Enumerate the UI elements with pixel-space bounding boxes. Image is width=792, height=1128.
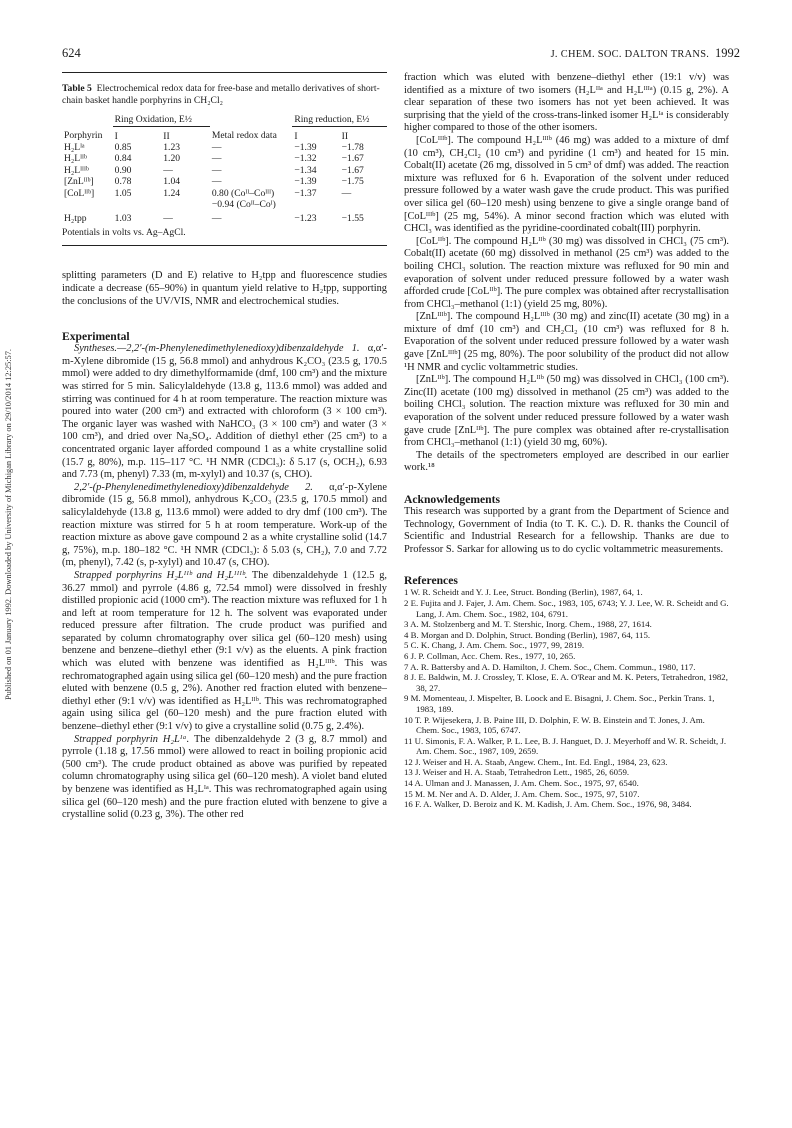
cell-metal: — xyxy=(211,142,222,153)
reference-item: 13 J. Weiser and H. A. Staab, Tetrahedron Lett., 1985, 26, 6059. xyxy=(404,767,630,778)
cell-red-i: −1.39 xyxy=(294,176,317,188)
journal-name: J. CHEM. SOC. DALTON TRANS. xyxy=(550,49,710,60)
reference-item: 11 U. Simonis, F. A. Walker, P. L. Lee, B. J. Hanguet, D. J. Meyerhoff and W. R. Scheidt, J. Am. Chem. Soc., 1987, 109, 2659. xyxy=(404,735,727,757)
cell-red-ii: −1.67 xyxy=(341,153,364,165)
synthesis-3-title: Strapped porphyrins H₂Lᴵᴵᵇ and H₂Lᴵᴵᴵᵇ. xyxy=(74,569,248,581)
redox-table xyxy=(62,110,387,225)
reference-item: 5 C. K. Chang, J. Am. Chem. Soc., 1977, 99, 2819. xyxy=(404,640,585,651)
reference-item: 9 M. Momenteau, J. Mispelter, B. Loock and E. Bisagni, J. Chem. Soc., Perkin Trans. 1, 1983, 189. xyxy=(404,693,715,714)
journal-running-head xyxy=(551,46,740,61)
table-caption-text: Electrochemical redox data for free-base and metallo derivatives of short-chain basket handle porphyrins in CH₂Cl₂ xyxy=(62,83,380,106)
table-row xyxy=(62,210,387,224)
spectrometer-paragraph: The details of the spectrometers employed are described in our earlier work.¹⁸ xyxy=(404,449,729,474)
journal-year: 1992 xyxy=(715,46,740,60)
acknowledgements-heading: Acknowledgements xyxy=(404,493,500,506)
cell-red-ii: — xyxy=(341,187,352,199)
synthesis-4-paragraph xyxy=(62,734,387,822)
right-column xyxy=(404,72,729,810)
cell-red-ii: −1.55 xyxy=(341,213,364,225)
experimental-heading: Experimental xyxy=(62,330,130,344)
cell-ox-ii: 1.23 xyxy=(163,142,181,153)
cell-red-ii xyxy=(340,199,387,210)
synthesis-4-title: Strapped porphyrin H₂Lᴵᵃ. xyxy=(74,733,190,745)
table-row xyxy=(62,176,387,187)
synthesis-3-body: The dibenzaldehyde 1 (12.5 g, 36.27 mmol) and pyrrole (4.86 g, 72.54 mmol) were dissolved in freshly distilled propionic acid (1000 cm³). The reaction mixture was refluxed for 1 h and left at room temperature for 12 h. The solvent was evaporated under reduced pressure after filtration. The crude product was purified and separated by column chromatography over silica gel (60–120 mesh) using benzene and benzene–diethyl ether (9:1 v/v) as the eluents. A pink fraction which was eluted with benzene was identified as H₂Lᴵᴵᴵᵇ. This was rechromatographed again using silica gel (60–120 mesh) and the pure fraction eluted with benzene (0.5 g, 2%). Another red fraction eluted with benzene–diethyl ether (9:1 v/v) was identified as H₂Lᴵᴵᵇ. This was rechromatographed again using silica gel (60–120 mesh) and the pure fraction eluted with benzene–diethyl ether (9:1 v/v) to give a crystalline solid (0.75 g, 2.4%). xyxy=(62,569,387,733)
cell-metal: — xyxy=(211,176,222,188)
synthesis-3-paragraph xyxy=(62,570,387,734)
col-ox-ii: II xyxy=(161,126,210,142)
cell-red-ii: −1.78 xyxy=(341,142,364,153)
download-notice-text: Published on 01 January 1992. Downloaded by University of Michigan Library on 29/10/2014 12:25:57. xyxy=(4,348,13,700)
col-red-i: I xyxy=(292,126,339,142)
cell-porphyrin: H₂Lᴵᴵᴵᵇ xyxy=(64,164,89,176)
table-bottom-rule xyxy=(62,245,387,246)
page-number: 624 xyxy=(62,46,81,60)
cell-ox-ii: — xyxy=(163,164,173,176)
cell-metal: −0.94 (Coᴵᴵ–Coᴵ) xyxy=(211,199,276,211)
cell-porphyrin: [CoLᴵᴵᵇ] xyxy=(64,187,95,199)
cell-metal: 0.80 (Coᴵᴵ–Coᴵᴵᴵ) xyxy=(211,187,275,199)
cell-ox-i: 1.05 xyxy=(114,187,132,199)
cell-metal: — xyxy=(211,213,222,225)
synthesis-2-paragraph xyxy=(62,482,387,570)
cell-ox-i: 1.03 xyxy=(114,213,132,225)
reference-item: 3 A. M. Stolzenberg and M. T. Stershic, Inorg. Chem., 1988, 27, 1614. xyxy=(404,619,652,630)
left-column xyxy=(62,72,387,822)
table-col-header xyxy=(62,126,387,142)
table-caption xyxy=(62,83,387,106)
cell-red-i: −1.34 xyxy=(294,164,317,176)
table-footnote: Potentials in volts vs. Ag–AgCl. xyxy=(62,226,186,238)
table-row xyxy=(62,142,387,153)
cell-red-i: −1.37 xyxy=(294,187,317,199)
cell-red-i: −1.32 xyxy=(294,153,317,165)
synthesis-1-title: Syntheses.—2,2′-(m-Phenylenedimethylenedioxy)dibenzaldehyde 1. xyxy=(74,343,360,355)
synthesis-2-title: 2,2′-(p-Phenylenedimethylenedioxy)dibenzaldehyde 2. xyxy=(74,481,313,493)
synthesis-2-body: α,α′-p-Xylene dibromide (15 g, 56.8 mmol), anhydrous K₂CO₃ (23.5 g, 170.5 mmol) and salicylaldehyde (13.8 g, 113.6 mmol) were added to dry dmf (100 cm³). The reaction mixture was stirred for 5 h at room temperature. Work-up of the reaction mixture as above gave compound 2 as a white crystalline solid (14.7 g, 75%), m.p. 180–182 °C. ¹H NMR (CDCl₃): δ 5.03 (s, CH₂), 7.0 and 7.72 (m, phenyl), 7.42 (s, p-xylyl) and 10.47 (s, CHO). xyxy=(62,481,387,569)
cell-porphyrin: H₂Lᴵᵃ xyxy=(64,142,85,153)
reference-item: 16 F. A. Walker, D. Beroiz and K. M. Kadish, J. Am. Chem. Soc., 1976, 98, 3484. xyxy=(404,799,692,810)
reference-item: 12 J. Weiser and H. A. Staab, Angew. Chem., Int. Ed. Engl., 1984, 23, 623. xyxy=(404,756,668,767)
cell-ox-ii: 1.20 xyxy=(163,153,181,165)
oxidation-group-label: Ring Oxidation, E½ xyxy=(114,114,192,126)
reference-item: 8 J. E. Baldwin, M. J. Crossley, T. Klose, E. A. O'Rear and M. K. Peters, Tetrahedron, 1982, 38, 27. xyxy=(404,672,728,693)
cell-ox-ii: 1.24 xyxy=(163,187,181,199)
co-complex-2-paragraph: [CoLᴵᴵᵇ]. The compound H₂Lᴵᴵᵇ (30 mg) was dissolved in CHCl₃ (75 cm³). Cobalt(II) acetate (60 mg) dissolved in methanol (25 cm³) was added to the boiling CHCl₃ solution. The reaction mixture was refluxed for 90 min and evaporation of solvent under reduced pressure followed by a water wash afforded crude [CoLᴵᴵᵇ]. The pure complex was obtained after recrystallisation from CHCl₃–methanol (1:1) (yield 25 mg, 80%). xyxy=(404,235,729,310)
reference-item: 14 A. Ulman and J. Manassen, J. Am. Chem. Soc., 1975, 97, 6540. xyxy=(404,778,639,789)
synthesis-1-body: α,α′-m-Xylene dibromide (15 g, 56.8 mmol) and anhydrous K₂CO₃ (23.5 g, 170.5 mmol) were added to dry dimethylformamide (dmf, 100 cm³) and the mixture was stirred for 5 min. Salicylaldehyde (13.8 g, 113.6 mmol) was added and stirring was continued for 4 h at room temperature. The reaction mixture was poured into water (200 cm³) and extracted with chloroform (3 × 100 cm³). The organic layer was washed with NaHCO₃ (3 × 100 cm³) and water (3 × 100 cm³), and dried over Na₂SO₄. Addition of diethyl ether (25 cm³) to a concentrated organic layer afforded compound 1 as a white crystalline solid (15.7 g, 80%), m.p. 115–117 °C. ¹H NMR (CDCl₃): δ 5.17 (s, OCH₂), 6.93 and 7.73 (m, phenyl) 7.33 (m, m-xylyl) and 10.37 (s, CHO). xyxy=(62,343,387,481)
cell-red-ii: −1.75 xyxy=(341,176,364,188)
cell-metal: — xyxy=(211,164,222,176)
reference-item: 15 M. M. Ner and A. D. Alder, J. Am. Chem. Soc., 1975, 97, 5107. xyxy=(404,788,640,799)
co-complex-1-paragraph: [CoLᴵᴵᴵᵇ]. The compound H₂Lᴵᴵᴵᵇ (46 mg) was added to a mixture of dmf (10 cm³), CH₂Cl₂ (10 cm³) and pyridine (1 cm³) and heated for 15 min. Cobalt(II) acetate (26 mg, dissolved in 5 cm³ of dmf) was added. The reaction mixture was refluxed for 6 h. Evaporation of the solvent under reduced pressure followed by a water wash gave the crude product. This was purified over silica gel (60–120 mesh) using benzene to give a single orange band of [CoLᴵᴵᴵᵇ] (25 mg, 54%). A minor second fraction which was eluted with CHCl₃ was identified as the pyridine-coordinated cobalt(III) porphyrin. xyxy=(404,134,729,235)
cell-ox-i: 0.90 xyxy=(114,164,132,176)
cell-ox-ii: 1.04 xyxy=(163,176,181,188)
cell-red-ii: −1.67 xyxy=(341,164,364,176)
table-top-rule xyxy=(62,72,387,73)
page-header xyxy=(62,46,740,62)
cell-porphyrin: [ZnLᴵᴵᵇ] xyxy=(64,176,94,188)
col-ox-i: I xyxy=(113,126,162,142)
zn-complex-1-paragraph: [ZnLᴵᴵᴵᵇ]. The compound H₂Lᴵᴵᴵᵇ (30 mg) and zinc(II) acetate (30 mg) in a mixture of dmf (10 cm³) and CH₂Cl₂ (10 cm³) was refluxed for 8 h. Evaporation of the solvent under reduced pressure followed by a water wash gave [ZnLᴵᴵᴵᵇ] (25 mg, 80%). The poor solubility of the product did not allow ¹H NMR and cyclic voltammetric studies. xyxy=(404,311,729,373)
table-row xyxy=(62,188,387,199)
reference-item: 4 B. Morgan and D. Dolphin, Struct. Bonding (Berlin), 1987, 64, 115. xyxy=(404,629,651,640)
cell-red-i: −1.39 xyxy=(294,142,317,153)
reference-item: 7 A. R. Battersby and A. D. Hamilton, J. Chem. Soc., Chem. Commun., 1980, 117. xyxy=(404,661,696,672)
cell-ox-i: 0.78 xyxy=(114,176,132,188)
synthesis-1-paragraph xyxy=(62,343,387,482)
table-row xyxy=(62,199,387,210)
reference-list xyxy=(404,587,729,809)
col-metal: Metal redox data xyxy=(211,130,277,142)
table-label: Table 5 xyxy=(62,83,92,94)
acknowledgements-text: This research was supported by a grant from the Department of Science and Technology, Government of India (to T. K. C.). D. R. thanks the Council of Scientific and Industrial Research for a fellowship. Thanks are due to Professor S. Sarkar for allowing us to do cyclic voltammetric measurements. xyxy=(404,506,729,555)
reference-item: 10 T. P. Wijesekera, J. B. Paine III, D. Dolphin, F. W. B. Einstein and T. Jones, J. Am. Chem. Soc., 1983, 105, 6747. xyxy=(404,714,705,736)
table-row xyxy=(62,153,387,164)
table-row xyxy=(62,165,387,176)
references-heading: References xyxy=(404,574,458,588)
cell-red-i xyxy=(292,199,339,210)
cell-ox-ii xyxy=(161,199,210,210)
cell-metal: — xyxy=(211,153,222,165)
cell-ox-ii: — xyxy=(163,213,173,225)
cell-ox-i xyxy=(113,199,162,210)
synthesis-4-body: The dibenzaldehyde 2 (3 g, 8.7 mmol) and pyrrole (1.18 g, 17.56 mmol) were allowed to react in boiling propionic acid (500 cm³). The crude product obtained as above was purified by repeated column chromatography using silica gel (60–120 mesh). A violet band eluted by benzene was identified as H₂Lᴵᵃ. This was rechromatographed again using silica gel (60–120 mesh) and the pure fraction eluted with benzene to give a crystalline solid (0.23 g, 3%). The other red xyxy=(62,733,388,821)
reference-item: 2 E. Fujita and J. Fajer, J. Am. Chem. Soc., 1983, 105, 6743; Y. J. Lee, W. R. Scheidt and G. Lang, J. Am. Chem. Soc., 1982, 104, 6791. xyxy=(404,597,729,619)
cell-porphyrin: H₂tpp xyxy=(64,213,87,225)
reference-item: 6 J. P. Collman, Acc. Chem. Res., 1977, 10, 265. xyxy=(404,650,576,661)
col-red-ii: II xyxy=(340,126,387,142)
col-porphyrin: Porphyrin xyxy=(64,130,103,142)
reference-item: 1 W. R. Scheidt and Y. J. Lee, Struct. Bonding (Berlin), 1987, 64, 1. xyxy=(404,587,643,598)
intro-paragraph: splitting parameters (D and E) relative to H₂tpp and fluorescence studies indicate a decrease (65–90%) in quantum yield relative to H₂tpp, supporting the conclusions of the UV/VIS, NMR and electrochemical studies. xyxy=(62,270,387,307)
reduction-group-label: Ring reduction, E½ xyxy=(294,114,370,126)
download-notice xyxy=(2,180,18,700)
cell-porphyrin xyxy=(62,199,113,210)
zn-complex-2-paragraph: [ZnLᴵᴵᵇ]. The compound H₂Lᴵᴵᵇ (50 mg) was dissolved in CHCl₃ (100 cm³). Zinc(II) acetate (100 mg) dissolved in methanol (25 cm³) was added to the boiling CHCl₃ solution. The reaction mixture was refluxed for 30 min and evaporation of the solvent under reduced pressure followed by a water wash gave crude [ZnLᴵᴵᵇ]. The pure complex was obtained after re-crystallisation from CHCl₃–methanol (1:1) (yield 30 mg, 60%). xyxy=(404,374,729,449)
table-group-header xyxy=(62,110,387,126)
cell-porphyrin: H₂Lᴵᴵᵇ xyxy=(64,153,87,165)
cell-red-i: −1.23 xyxy=(294,213,317,225)
cell-ox-i: 0.84 xyxy=(114,153,132,165)
isomer-paragraph: fraction which was eluted with benzene–diethyl ether (19:1 v/v) was identified as a mixture of two isomers (H₂Lᴵᴵᵃ and H₂Lᴵᴵᴵᵃ) (0.15 g, 2%). A clear separation of these two isomers has not yet been achieved. It was surprising that the yield of the cross-trans-linked isomer H₂Lᴵᵃ is considerably higher compared to those of the other isomers. xyxy=(404,72,729,134)
cell-ox-i: 0.85 xyxy=(114,142,132,153)
